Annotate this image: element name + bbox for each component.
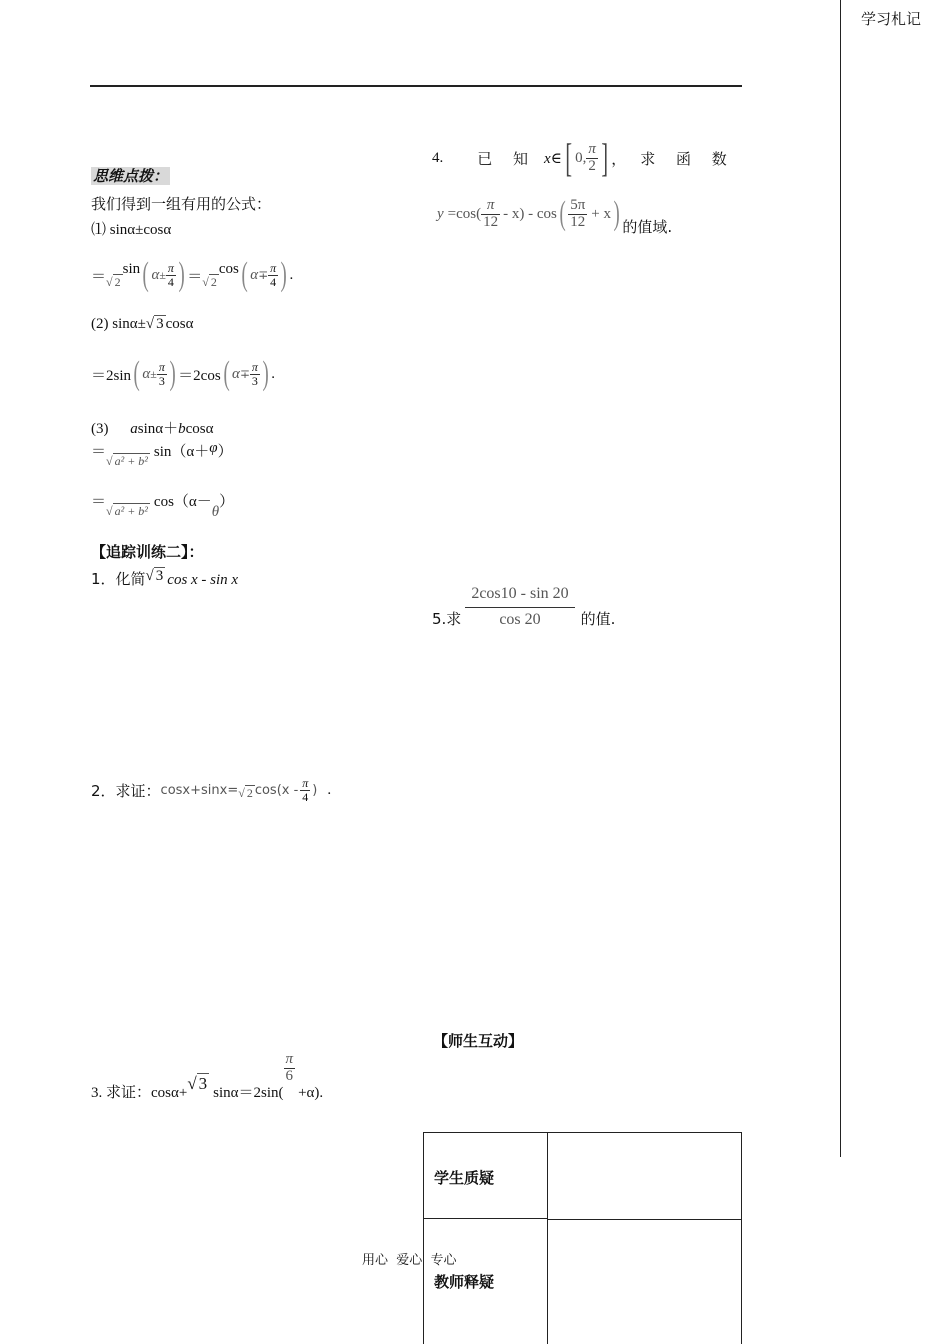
section-title-text: 思维点拨： <box>93 167 169 185</box>
table-cell-teacher <box>424 1219 548 1344</box>
f3-a: a <box>130 421 138 437</box>
formula-2-line <box>91 349 275 399</box>
formula-3-line-2 <box>91 490 234 526</box>
f2-label-a: (2) sinα± <box>91 316 146 332</box>
question-4-line-2 <box>437 187 672 241</box>
f2-a: ＝2sin <box>91 367 132 384</box>
question-2 <box>91 770 331 810</box>
f2-lparen-a: ( <box>133 355 140 392</box>
f2-rparen-a: ) <box>169 355 176 392</box>
q4-x-in: x∈ <box>544 150 562 167</box>
header-rule <box>90 85 742 87</box>
q2-sqrt: √ 2 <box>238 785 253 800</box>
q4-lparen: ( <box>559 195 566 232</box>
f1-rparen-a: ) <box>178 256 185 293</box>
f1-alpha-b: α <box>250 266 259 283</box>
formula-1-line <box>91 250 293 300</box>
f2-frac-b: $\frac{\pi}{3}$ <box>251 359 258 388</box>
track-title: 【追踪训练二】： <box>91 543 204 561</box>
q2-expr: cosx+sinx= <box>160 782 239 798</box>
q4-known: 已 知 <box>477 149 537 168</box>
margin-line <box>840 0 841 1157</box>
f3-l2-close: ） <box>219 494 235 510</box>
table-cell-student <box>424 1133 548 1219</box>
f3-l1-rest: sin（α＋ <box>153 444 210 460</box>
f2-mp: ∓ <box>239 366 250 381</box>
q4-ask: 求 函 数 <box>640 149 735 168</box>
q4-rbracket: ] <box>601 135 608 180</box>
q4-num: 4. <box>432 149 444 166</box>
teacher-answers-label: 教师释疑 <box>434 1273 495 1291</box>
f1-lparen-a: ( <box>142 256 149 293</box>
intro-text: 我们得到一组有用的公式： <box>91 195 272 213</box>
f3-l2-rest: cos（α－ <box>153 494 212 510</box>
q3-label: 3. 求证：cosα+ <box>91 1085 188 1101</box>
q4-tail: 的值域. <box>622 217 673 236</box>
q3-mid: sinα＝2sin( <box>213 1085 284 1101</box>
f2-sqrt: √ 3 <box>145 316 164 332</box>
footer: 用心 爱心 专心 <box>362 1253 457 1268</box>
f2-alpha-b: α <box>231 365 240 382</box>
f2-lparen-b: ( <box>223 355 230 392</box>
f1-eq: ＝ <box>91 268 107 285</box>
q2-end: . <box>327 781 332 798</box>
q2-label: 2．求证： <box>91 781 161 800</box>
f3-l1-close: ） <box>217 444 233 460</box>
table-divider <box>548 1219 742 1220</box>
f3-l2-theta: θ <box>211 504 220 520</box>
f2-end: . <box>271 365 276 382</box>
formula-1-label: ⑴ sinα±cosα <box>91 222 172 238</box>
f1-sqrt-a: √ 2 <box>106 274 121 289</box>
formula-3-line-1 <box>91 440 233 476</box>
f1-sqrt-b: √ 2 <box>202 274 217 289</box>
f3-l1-eq: ＝ <box>91 444 107 460</box>
q4-plus-x: + x <box>591 205 611 222</box>
f1-frac-a: $\frac{\pi}{4}$ <box>167 260 174 289</box>
q4-rparen: ) <box>613 195 620 232</box>
f3-l1-sqrt: √ a² + b² <box>106 454 148 468</box>
q1-sqrt: √ 3 <box>145 568 164 584</box>
q5-label: 5.求 <box>432 609 462 628</box>
q3-end: +α). <box>298 1085 324 1101</box>
q4-frac-a: $\frac{\pi}{12}$ <box>483 196 499 230</box>
f2-rparen-b: ) <box>262 355 269 392</box>
question-1 <box>91 568 238 589</box>
formula-3-label <box>91 417 213 438</box>
f3-end: cosα <box>185 421 214 437</box>
f3-l2-sqrt: √ a² + b² <box>106 504 148 518</box>
f1-lparen-b: ( <box>241 256 248 293</box>
formula-2-label <box>91 316 193 333</box>
f1-fn-b: cos <box>218 260 239 277</box>
q5-frac: $\frac{2\cos 10 - \sin 20}{\cos 20}$ <box>465 586 574 629</box>
question-3 <box>91 1052 323 1102</box>
f1-pm: ± <box>159 267 166 282</box>
q4-eq: =cos( <box>447 205 482 222</box>
f2-pm: ± <box>150 366 157 381</box>
question-4-line-1 <box>432 133 744 183</box>
q2-frac: $\frac{\pi}{4}$ <box>302 775 309 804</box>
q2-x: (x - <box>276 782 299 798</box>
f1-fn-a: sin <box>122 260 141 277</box>
q3-frac: $\frac{\pi}{6}$ <box>285 1051 294 1084</box>
q4-y: y <box>437 205 444 222</box>
q4-frac-range: $\frac{\pi}{2}$ <box>588 140 596 174</box>
f1-eq2: ＝ <box>187 268 203 285</box>
f3-mid: sinα＋ <box>137 421 179 437</box>
f1-end: . <box>289 266 294 283</box>
sidebar-label: 学习札记 <box>861 10 922 28</box>
f3-label: (3) <box>91 421 109 437</box>
q4-zero: 0, <box>575 149 587 166</box>
q3-sqrt: √ 3 <box>187 1074 208 1093</box>
question-5 <box>432 582 615 632</box>
f1-alpha-a: α <box>151 266 160 283</box>
q4-lbracket: [ <box>565 135 572 180</box>
q5-tail: 的值. <box>580 609 616 628</box>
f1-mp: ∓ <box>258 267 269 282</box>
f3-b: b <box>178 421 186 437</box>
q1-label: 1．化简 <box>91 570 146 588</box>
f2-alpha-a: α <box>142 365 151 382</box>
f3-l2-eq: ＝ <box>91 494 107 510</box>
q4-comma: ， <box>611 151 627 168</box>
section-title <box>91 165 170 186</box>
f2-label-b: cosα <box>165 316 194 332</box>
f1-rparen-b: ) <box>280 256 287 293</box>
q2-cos: cos <box>254 782 277 798</box>
qa-table <box>423 1132 742 1344</box>
f2-frac-a: $\frac{\pi}{3}$ <box>158 359 165 388</box>
q4-frac-b: $\frac{5\pi}{12}$ <box>570 196 586 230</box>
q4-minus-x: - x) - cos <box>503 205 557 222</box>
q2-close: ) <box>312 782 318 798</box>
q1-expr: cos x - sin x <box>167 572 239 588</box>
f2-b: ＝2cos <box>178 367 221 384</box>
f3-l1-phi: φ <box>209 440 218 456</box>
student-questions-label: 学生质疑 <box>434 1169 495 1187</box>
f1-frac-b: $\frac{\pi}{4}$ <box>270 260 277 289</box>
interaction-title: 【师生互动】 <box>433 1032 524 1050</box>
